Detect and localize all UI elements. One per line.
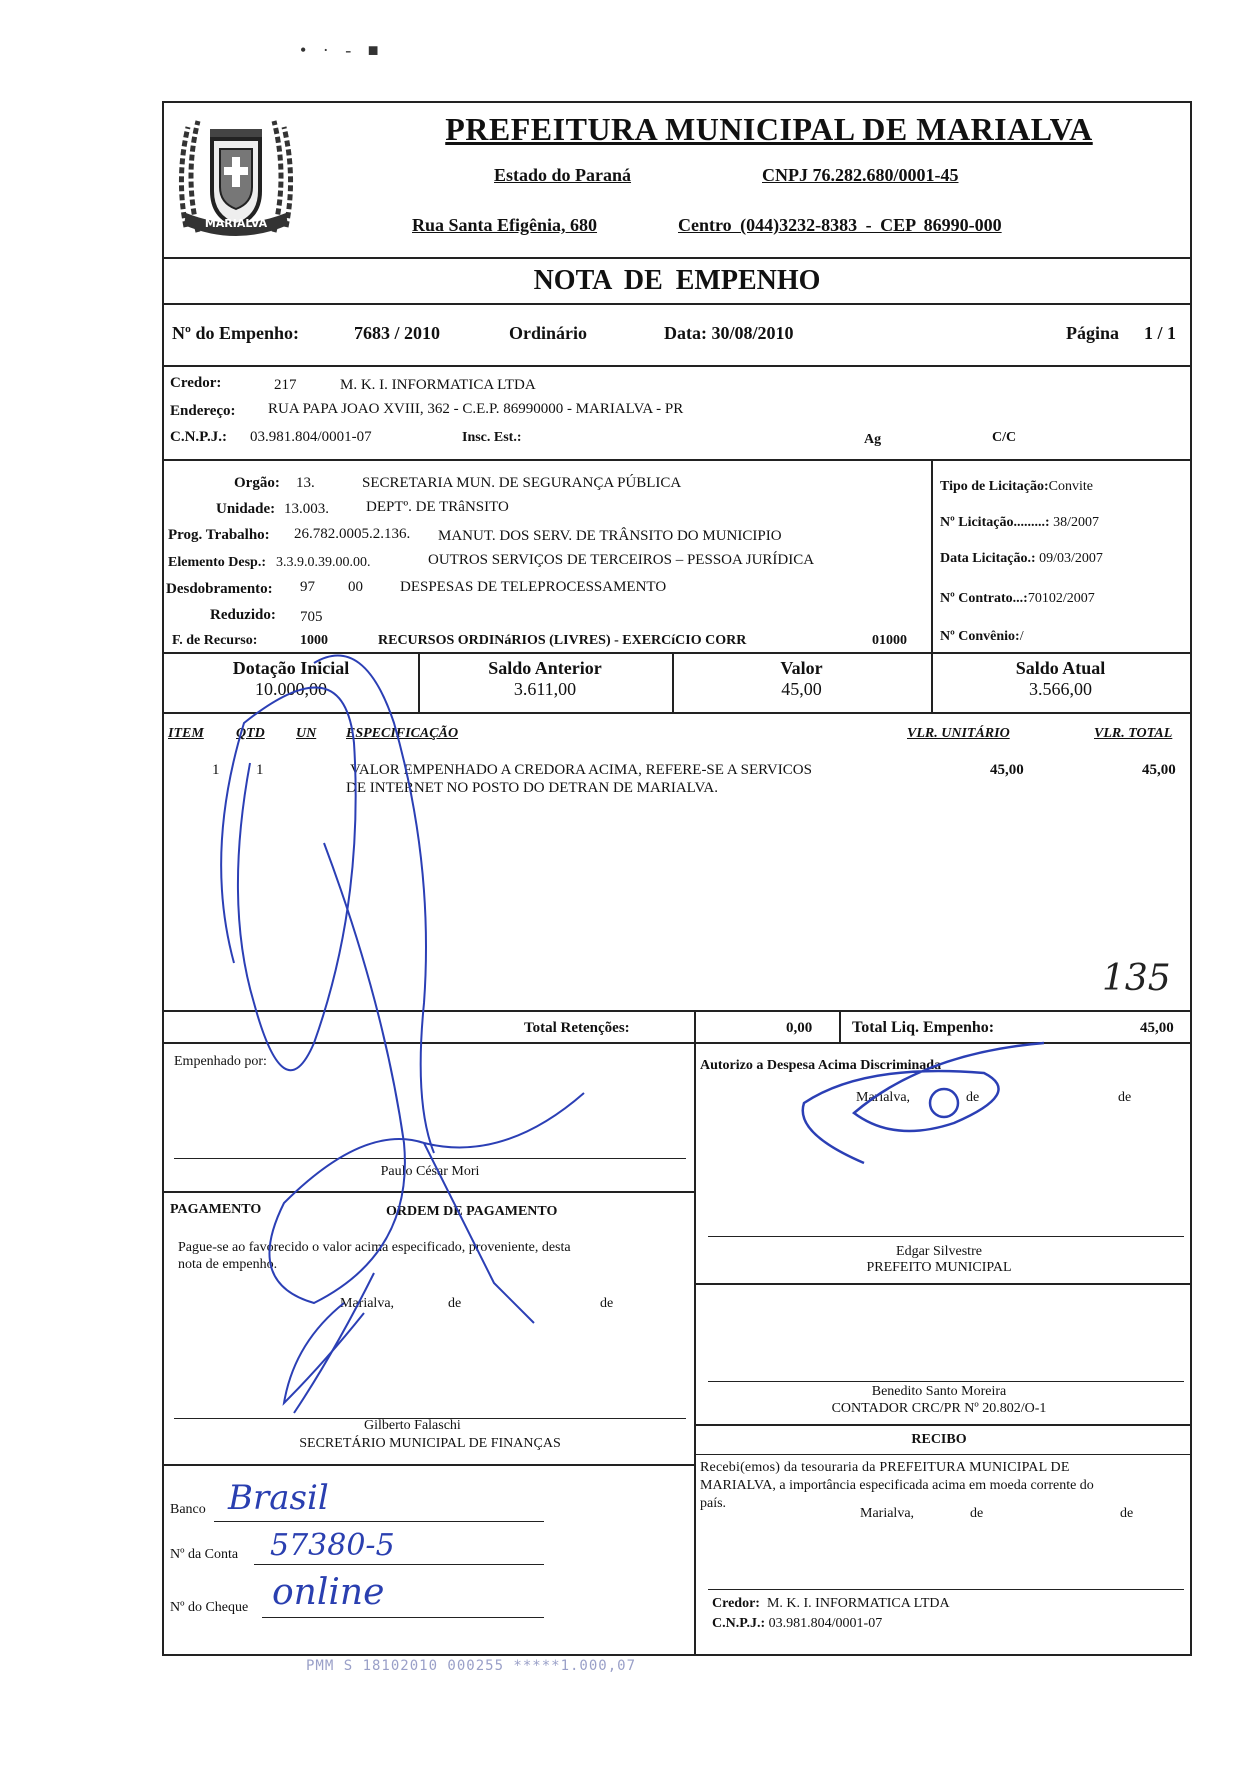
empenho-kind: Ordinário xyxy=(509,323,588,343)
pagamento-text-line1: Pague-se ao favorecido o valor acima especificado, proveniente, desta xyxy=(178,1240,571,1255)
total-liquido-label: Total Liq. Empenho: xyxy=(852,1019,995,1036)
recibo-text-line3: país. xyxy=(700,1496,727,1511)
saldos-row xyxy=(164,654,1190,714)
prog-trabalho-code: 26.782.0005.2.136. xyxy=(294,526,411,542)
prefeito-role: PREFEITO MUNICIPAL xyxy=(866,1260,1012,1275)
banco-line xyxy=(214,1521,544,1522)
empenhado-signature-line xyxy=(174,1158,686,1159)
secretario-role: SECRETÁRIO MUNICIPAL DE FINANÇAS xyxy=(299,1436,561,1451)
desdobramento-label: Desdobramento: xyxy=(166,581,273,597)
numero-convenio-label: Nº Convênio: xyxy=(940,629,1020,644)
empenhado-signer: Paulo César Mori xyxy=(380,1164,480,1179)
page-label: Página xyxy=(1066,323,1120,343)
unidade-code: 13.003. xyxy=(284,501,329,517)
scan-marks: • · - ■ xyxy=(300,40,385,60)
numero-licitacao-value: 38/2007 xyxy=(1053,515,1099,530)
orgao-code: 13. xyxy=(296,475,315,491)
agencia-label: Ag xyxy=(864,432,882,447)
municipal-coat-of-arms-icon xyxy=(168,107,304,247)
pagamento-city: Marialva, xyxy=(340,1296,395,1311)
recibo-de1: de xyxy=(970,1506,984,1521)
conta-label: Nº da Conta xyxy=(170,1547,239,1562)
banco-value: Brasil xyxy=(228,1478,329,1518)
recibo-title: RECIBO xyxy=(911,1432,967,1447)
pagamento-de2: de xyxy=(600,1296,614,1311)
svg-text:MARIALVA: MARIALVA xyxy=(204,217,268,230)
numero-contrato-label: Nº Contrato...: xyxy=(940,591,1028,606)
saldo-atual-label: Saldo Atual xyxy=(1015,658,1106,678)
row-especificacao-line2: DE INTERNET NO POSTO DO DETRAN DE MARIALVA. xyxy=(346,780,718,796)
unidade-label: Unidade: xyxy=(216,501,276,517)
dotacao-inicial-cell xyxy=(164,658,418,700)
credor-address: RUA PAPA JOAO XVIII, 362 - C.E.P. 86990000 - MARIALVA - PR xyxy=(268,401,684,417)
credor-name: M. K. I. INFORMATICA LTDA xyxy=(340,377,536,393)
col-especificacao: ESPECIFICAÇÃO xyxy=(346,726,459,741)
recibo-de2: de xyxy=(1120,1506,1134,1521)
desdobramento-code: 97 xyxy=(300,579,315,595)
pagamento-text-line2: nota de empenho. xyxy=(178,1257,278,1272)
recibo-credor xyxy=(712,1596,950,1612)
contador-signature-line xyxy=(708,1381,1184,1382)
page-number: 1 / 1 xyxy=(1144,323,1177,343)
col-qtd: QTD xyxy=(236,726,265,741)
saldo-anterior-cell xyxy=(418,658,672,700)
empenho-number: 7683 / 2010 xyxy=(354,323,441,343)
lower-area xyxy=(164,1044,1190,1656)
row-item: 1 xyxy=(212,762,220,778)
dotacao-inicial-label: Dotação Inicial xyxy=(232,658,350,678)
numero-convenio-value: / xyxy=(1019,629,1024,644)
credor-code: 217 xyxy=(274,377,297,393)
cheque-label: Nº do Cheque xyxy=(170,1600,249,1615)
tipo-licitacao xyxy=(940,479,1093,495)
prog-trabalho-name: MANUT. DOS SERV. DE TRÂNSITO DO MUNICIPIO xyxy=(438,528,782,544)
street-address: Rua Santa Efigênia, 680 xyxy=(412,215,598,235)
doc-title-row xyxy=(164,259,1190,305)
conta-line xyxy=(254,1564,544,1565)
saldo-atual-cell xyxy=(931,658,1190,700)
reduzido-label: Reduzido: xyxy=(210,607,276,623)
cheque-value: online xyxy=(272,1572,385,1613)
valor-label: Valor xyxy=(780,658,823,678)
conta-corrente-label: C/C xyxy=(992,430,1017,445)
handwritten-page-mark: 135 xyxy=(1102,958,1171,999)
prefeito-signature-line xyxy=(708,1236,1184,1237)
elemento-name: OUTROS SERVIÇOS DE TERCEIROS – PESSOA JURÍDICA xyxy=(428,552,815,568)
district-phone-cep: Centro (044)3232-8383 - CEP 86990-000 xyxy=(678,215,1002,235)
recibo-cnpj xyxy=(712,1616,882,1632)
nota-de-empenho-form xyxy=(162,101,1192,1656)
numero-convenio xyxy=(940,629,1024,645)
credor-label: Credor: xyxy=(170,375,222,391)
recibo-signature-line xyxy=(708,1589,1184,1590)
empenho-date: Data: 30/08/2010 xyxy=(664,323,794,343)
row-vlr-unitario: 45,00 xyxy=(990,762,1024,778)
total-retencoes-value: 0,00 xyxy=(786,1020,813,1036)
data-licitacao xyxy=(940,551,1103,567)
saldo-atual-value: 3.566,00 xyxy=(1029,679,1092,699)
saldo-anterior-label: Saldo Anterior xyxy=(488,658,602,678)
orgao-name: SECRETARIA MUN. DE SEGURANÇA PÚBLICA xyxy=(362,475,682,491)
state-name: Estado do Paraná xyxy=(494,165,632,185)
col-vlr-total: VLR. TOTAL xyxy=(1094,726,1173,741)
col-un: UN xyxy=(296,726,317,741)
fonte-label: F. de Recurso: xyxy=(172,633,258,648)
unidade-name: DEPTº. DE TRâNSITO xyxy=(366,499,509,515)
recibo-city: Marialva, xyxy=(860,1506,915,1521)
prog-trabalho-label: Prog. Trabalho: xyxy=(168,527,270,543)
empenhado-por-label: Empenhado por: xyxy=(174,1054,267,1069)
prefeitura-cnpj: CNPJ 76.282.680/0001-45 xyxy=(762,165,959,185)
row-qtd: 1 xyxy=(256,762,264,778)
autorizo-de1: de xyxy=(966,1090,980,1105)
numero-contrato xyxy=(940,591,1095,607)
empenho-number-label: Nº do Empenho: xyxy=(172,323,299,343)
tipo-licitacao-label: Tipo de Licitação: xyxy=(940,479,1049,494)
recibo-text-line2: MARIALVA, a importância especificada acima em moeda corrente do xyxy=(700,1478,1094,1493)
row-especificacao-line1: VALOR EMPENHADO A CREDORA ACIMA, REFERE-SE A SERVICOS xyxy=(350,762,812,778)
banco-label: Banco xyxy=(170,1502,206,1517)
recibo-cnpj-label: C.N.P.J.: xyxy=(712,1616,766,1631)
totals-row xyxy=(164,1010,1190,1044)
header xyxy=(164,103,1190,259)
autorizo-de2: de xyxy=(1118,1090,1132,1105)
credor-section xyxy=(164,367,1190,461)
pagamento-de1: de xyxy=(448,1296,462,1311)
autorizo-city: Marialva, xyxy=(856,1090,911,1105)
items-table xyxy=(164,714,1190,1010)
fonte-name: RECURSOS ORDINáRIOS (LIVRES) - EXERCíCIO CORR xyxy=(378,633,747,648)
dotacao-inicial-value: 10.000,00 xyxy=(255,679,327,699)
data-licitacao-label: Data Licitação.: xyxy=(940,551,1036,566)
tipo-licitacao-value: Convite xyxy=(1048,479,1093,494)
numero-contrato-value: 70102/2007 xyxy=(1027,591,1095,606)
footer-code: PMM S 18102010 000255 *****1.000,07 xyxy=(306,1658,637,1674)
secretario-signer: Gilberto Falaschi xyxy=(364,1418,461,1433)
data-licitacao-value: 09/03/2007 xyxy=(1039,551,1103,566)
empenho-row xyxy=(164,305,1190,367)
cnpj-label: C.N.P.J.: xyxy=(170,429,227,445)
autorizo-label: Autorizo a Despesa Acima Discriminada xyxy=(700,1058,942,1073)
col-vlr-unitario: VLR. UNITÁRIO xyxy=(907,726,1010,741)
contador-signer: Benedito Santo Moreira xyxy=(871,1384,1007,1399)
total-retencoes-label: Total Retenções: xyxy=(524,1020,630,1036)
orgao-label: Orgão: xyxy=(234,475,280,491)
contador-role: CONTADOR CRC/PR Nº 20.802/O-1 xyxy=(831,1401,1047,1416)
credor-cnpj: 03.981.804/0001-07 xyxy=(250,429,372,445)
insc-est-label: Insc. Est.: xyxy=(462,430,522,445)
prefeito-signer: Edgar Silvestre xyxy=(896,1244,982,1259)
elemento-label: Elemento Desp.: xyxy=(168,555,266,570)
doc-title: NOTA DE EMPENHO xyxy=(533,265,821,296)
ordem-pagamento-label: ORDEM DE PAGAMENTO xyxy=(386,1204,558,1219)
col-item: ITEM xyxy=(168,726,204,741)
desdobramento-name: DESPESAS DE TELEPROCESSAMENTO xyxy=(400,579,667,595)
fonte-code: 1000 xyxy=(300,633,328,648)
saldo-anterior-value: 3.611,00 xyxy=(513,679,577,699)
numero-licitacao-label: Nº Licitação.........: xyxy=(940,515,1050,530)
cheque-line xyxy=(262,1617,544,1618)
fonte-number: 01000 xyxy=(872,633,907,648)
recibo-credor-label: Credor: xyxy=(712,1596,760,1611)
pagamento-label: PAGAMENTO xyxy=(170,1202,262,1217)
valor-value: 45,00 xyxy=(781,679,822,699)
prefeitura-title: PREFEITURA MUNICIPAL DE MARIALVA xyxy=(445,111,1093,147)
valor-cell xyxy=(672,658,931,700)
row-vlr-total: 45,00 xyxy=(1142,762,1176,778)
recibo-cnpj-value: 03.981.804/0001-07 xyxy=(768,1616,883,1631)
orcamento-section xyxy=(164,461,1190,654)
reduzido-code: 705 xyxy=(300,609,323,625)
total-liquido-value: 45,00 xyxy=(1140,1020,1174,1036)
conta-value: 57380-5 xyxy=(270,1528,395,1563)
desdobramento-sub: 00 xyxy=(348,579,363,595)
recibo-text-line1: Recebi(emos) da tesouraria da PREFEITURA MUNICIPAL DE xyxy=(700,1460,1070,1475)
numero-licitacao xyxy=(940,515,1099,531)
endereco-label: Endereço: xyxy=(170,403,236,419)
recibo-credor-value: M. K. I. INFORMATICA LTDA xyxy=(766,1596,950,1611)
elemento-code: 3.3.9.0.39.00.00. xyxy=(276,555,371,570)
